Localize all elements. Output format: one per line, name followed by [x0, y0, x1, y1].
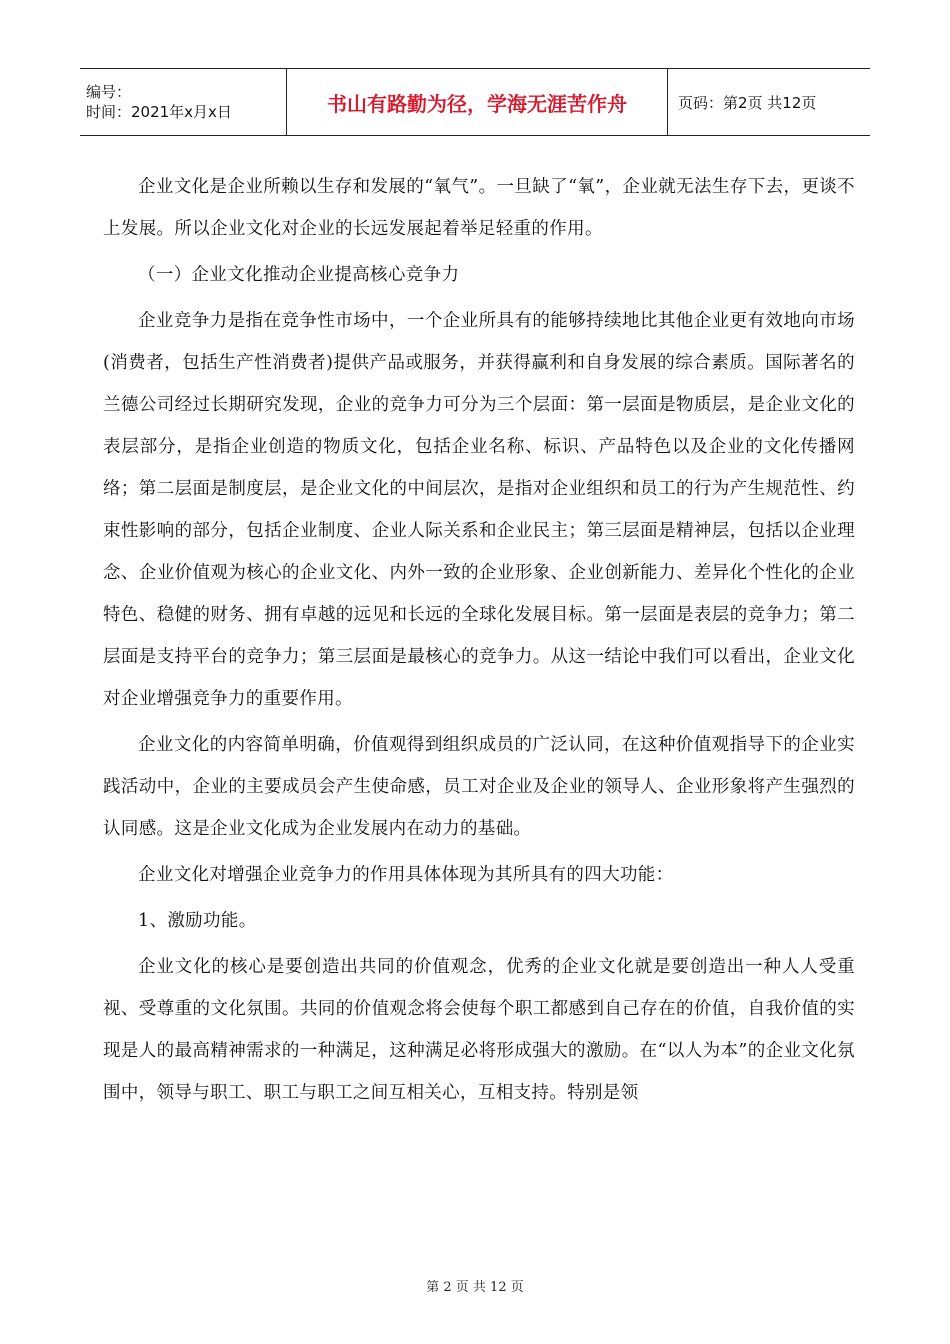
header-page-code: 页码：第2页 共12页	[668, 69, 871, 136]
header-meta	[80, 69, 287, 136]
paragraph: 企业文化对增强企业竞争力的作用具体体现为其所具有的四大功能：	[138, 865, 674, 885]
document-body	[103, 166, 855, 1118]
paragraph: 企业文化的内容简单明确，价值观得到组织成员的广泛认同，在这种价值观指导下的企业实践活动中，企业的主要成员会产生使命感，员工对企业及企业的领导人、企业形象将产生强烈的认同感。这是企业文化成为企业发展内在动力的基础。	[103, 735, 855, 839]
number-label: 编号：	[86, 83, 132, 101]
paragraph: 企业竞争力是指在竞争性市场中，一个企业所具有的能够持续地比其他企业更有效地向市场(消费者，包括生产性消费者)提供产品或服务，并获得赢利和自身发展的综合素质。国际著名的兰德公司经过长期研究发现，企业的竞争力可分为三个层面：第一层面是物质层，是企业文化的表层部分，是指企业创造的物质文化，包括企业名称、标识、产品特色以及企业的文化传播网络；第二层面是制度层，是企业文化的中间层次，是指对企业组织和员工的行为产生规范性、约束性影响的部分，包括企业制度、企业人际关系和企业民主；第三层面是精神层，包括以企业理念、企业价值观为核心的企业文化、内外一致的企业形象、企业创新能力、差异化个性化的企业特色、稳健的财务、拥有卓越的远见和长远的全球化发展目标。第一层面是表层的竞争力；第二层面是支持平台的竞争力；第三层面是最核心的竞争力。从这一结论中我们可以看出，企业文化对企业增强竞争力的重要作用。	[103, 311, 855, 709]
subsection-heading: 1、激励功能。	[138, 911, 257, 931]
paragraph: 企业文化是企业所赖以生存和发展的“氧气”。一旦缺了“氧”，企业就无法生存下去，更谈不上发展。所以企业文化对企业的长远发展起着举足轻重的作用。	[103, 177, 855, 239]
date-label: 时间：2021年x月x日	[86, 103, 232, 121]
header-motto: 书山有路勤为径，学海无涯苦作舟	[287, 69, 668, 136]
section-heading: （一）企业文化推动企业提高核心竞争力	[138, 265, 460, 285]
document-header	[80, 68, 870, 136]
page-footer: 第 2 页 共 12 页	[426, 1280, 524, 1295]
paragraph: 企业文化的核心是要创造出共同的价值观念，优秀的企业文化就是要创造出一种人人受重视、受尊重的文化氛围。共同的价值观念将会使每个职工都感到自己存在的价值，自我价值的实现是人的最高精神需求的一种满足，这种满足必将形成强大的激励。在“以人为本”的企业文化氛围中，领导与职工、职工与职工之间互相关心，互相支持。特别是领	[103, 957, 855, 1103]
